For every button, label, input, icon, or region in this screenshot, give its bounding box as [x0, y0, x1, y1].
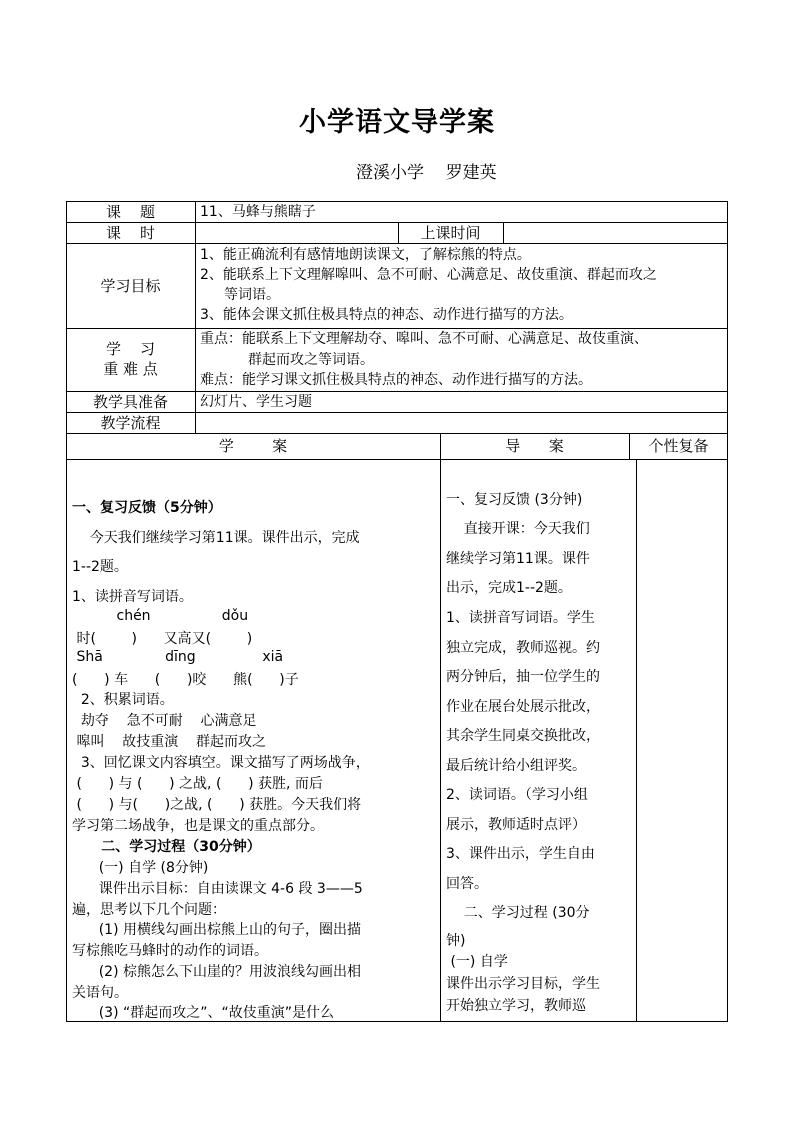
study-line: chén dǒu [72, 608, 249, 624]
focus-line: 难点：能学习课文抓住极具特点的神态、动作进行描写的方法。 [200, 372, 592, 388]
tools-value: 幻灯片、学生习题 [200, 394, 312, 410]
focus-label-line1: 学 习 [105, 340, 156, 358]
study-line: (3) “群起而攻之”、“故伎重演”是什么 [72, 1005, 334, 1021]
flow-label: 教学流程 [100, 414, 161, 432]
goal-line: 2、能联系上下文理解嗥叫、急不可耐、心满意足、故伎重演、群起而攻之 [200, 267, 657, 283]
guide-line: 直接开课：今天我们 [446, 521, 590, 537]
focus-line: 重点：能联系上下文理解劫夺、嗥叫、急不可耐、心满意足、故伎重演、 [200, 331, 648, 347]
guide-line: 1、读拼音写词语。学生 [446, 610, 595, 626]
study-line: ( ) 车 ( )咬 熊( )子 [72, 672, 299, 688]
period-label: 课 时 [105, 224, 156, 242]
guide-line: 开始独立学习，教师巡 [446, 998, 586, 1014]
study-line: (2) 棕熊怎么下山崖的？用波浪线勾画出相 [72, 964, 361, 980]
author-line: 澄溪小学 罗建英 [356, 163, 497, 183]
guide-line: 课件出示学习目标，学生 [446, 976, 600, 992]
guide-line: 出示，完成1--2题。 [446, 580, 572, 596]
guide-line: 二、学习过程 (30分 [446, 905, 590, 921]
guide-line: (一) 自学 [446, 954, 508, 970]
personal-notes-cell[interactable] [637, 460, 727, 1021]
study-line: 今天我们继续学习第11课。课件出示，完成 [72, 530, 360, 546]
study-line: 课件出示目标：自由读课文 4-6 段 3——5 [72, 881, 363, 897]
goals-label: 学习目标 [100, 277, 161, 295]
personal-column-header: 个性复备 [648, 437, 709, 455]
study-line: 嗥叫 故技重演 群起而攻之 [72, 734, 267, 750]
study-line: 劫夺 急不可耐 心满意足 [72, 713, 257, 729]
page-title: 小学语文导学案 [299, 107, 495, 138]
guide-column [446, 0, 632, 1123]
focus-label-line2: 重 难 点 [103, 360, 158, 378]
guide-line: 2、读词语。（学习小组 [446, 787, 588, 803]
guide-line: 3、课件出示，学生自由 [446, 846, 595, 862]
study-column [72, 0, 438, 1123]
class-time-label: 上课时间 [420, 224, 481, 242]
study-line: 二、学习过程（30分钟） [72, 839, 261, 855]
guide-line: 钟) [446, 933, 466, 949]
goal-line: 1、能正确流利有感情地朗读课文，了解棕熊的特点。 [200, 247, 531, 263]
goal-line: 3、能体会课文抓住极具特点的神态、动作进行描写的方法。 [200, 307, 573, 323]
study-line: 写棕熊吃马蜂时的动作的词语。 [72, 943, 268, 959]
guide-line: 最后统计给小组评奖。 [446, 758, 586, 774]
focus-line: 群起而攻之等词语。 [248, 352, 374, 368]
tools-label: 教学具准备 [92, 393, 168, 411]
guide-line: 一、复习反馈 (3分钟) [446, 492, 583, 508]
guide-column-header: 导 案 [505, 437, 564, 455]
study-line: 3、回忆课文内容填空。课文描写了两场战争， [72, 755, 370, 771]
col-rule [440, 433, 441, 1022]
guide-line: 作业在展台处展示批改， [446, 699, 600, 715]
study-line: Shā dīng xiā [72, 649, 284, 665]
study-line: (一) 自学 (8分钟) [72, 860, 209, 876]
lesson-value: 11、马蜂与熊瞎子 [200, 204, 316, 220]
study-line: ( ) 与( )之战, ( ) 获胜。今天我们将 [72, 797, 362, 813]
lesson-label: 课 题 [105, 203, 156, 221]
study-line: 1--2题。 [72, 559, 128, 575]
study-line: 遍，思考以下几个问题： [72, 902, 226, 918]
study-line: ( ) 与 ( ) 之战, ( ) 获胜, 而后 [72, 776, 323, 792]
guide-line: 两分钟后，抽一位学生的 [446, 669, 600, 685]
study-line: 一、复习反馈（5分钟） [72, 500, 222, 516]
study-line: 时( ) 又高又( ) [72, 631, 253, 647]
goal-line: 等词语。 [224, 287, 280, 303]
study-line: 1、读拼音写词语。 [72, 589, 193, 605]
guide-line: 独立完成，教师巡视。约 [446, 640, 600, 656]
study-column-header: 学 案 [218, 437, 288, 455]
guide-line: 其余学生同桌交换批改， [446, 728, 600, 744]
study-line: (1) 用横线勾画出棕熊上山的句子，圈出描 [72, 922, 361, 938]
study-line: 关语句。 [72, 985, 128, 1001]
guide-line: 回答。 [446, 876, 488, 892]
study-line: 2、积累词语。 [72, 692, 174, 708]
study-line: 学习第二场战争，也是课文的重点部分。 [72, 818, 324, 834]
guide-line: 展示，教师适时点评） [446, 817, 586, 833]
guide-line: 继续学习第11课。课件 [446, 551, 590, 567]
